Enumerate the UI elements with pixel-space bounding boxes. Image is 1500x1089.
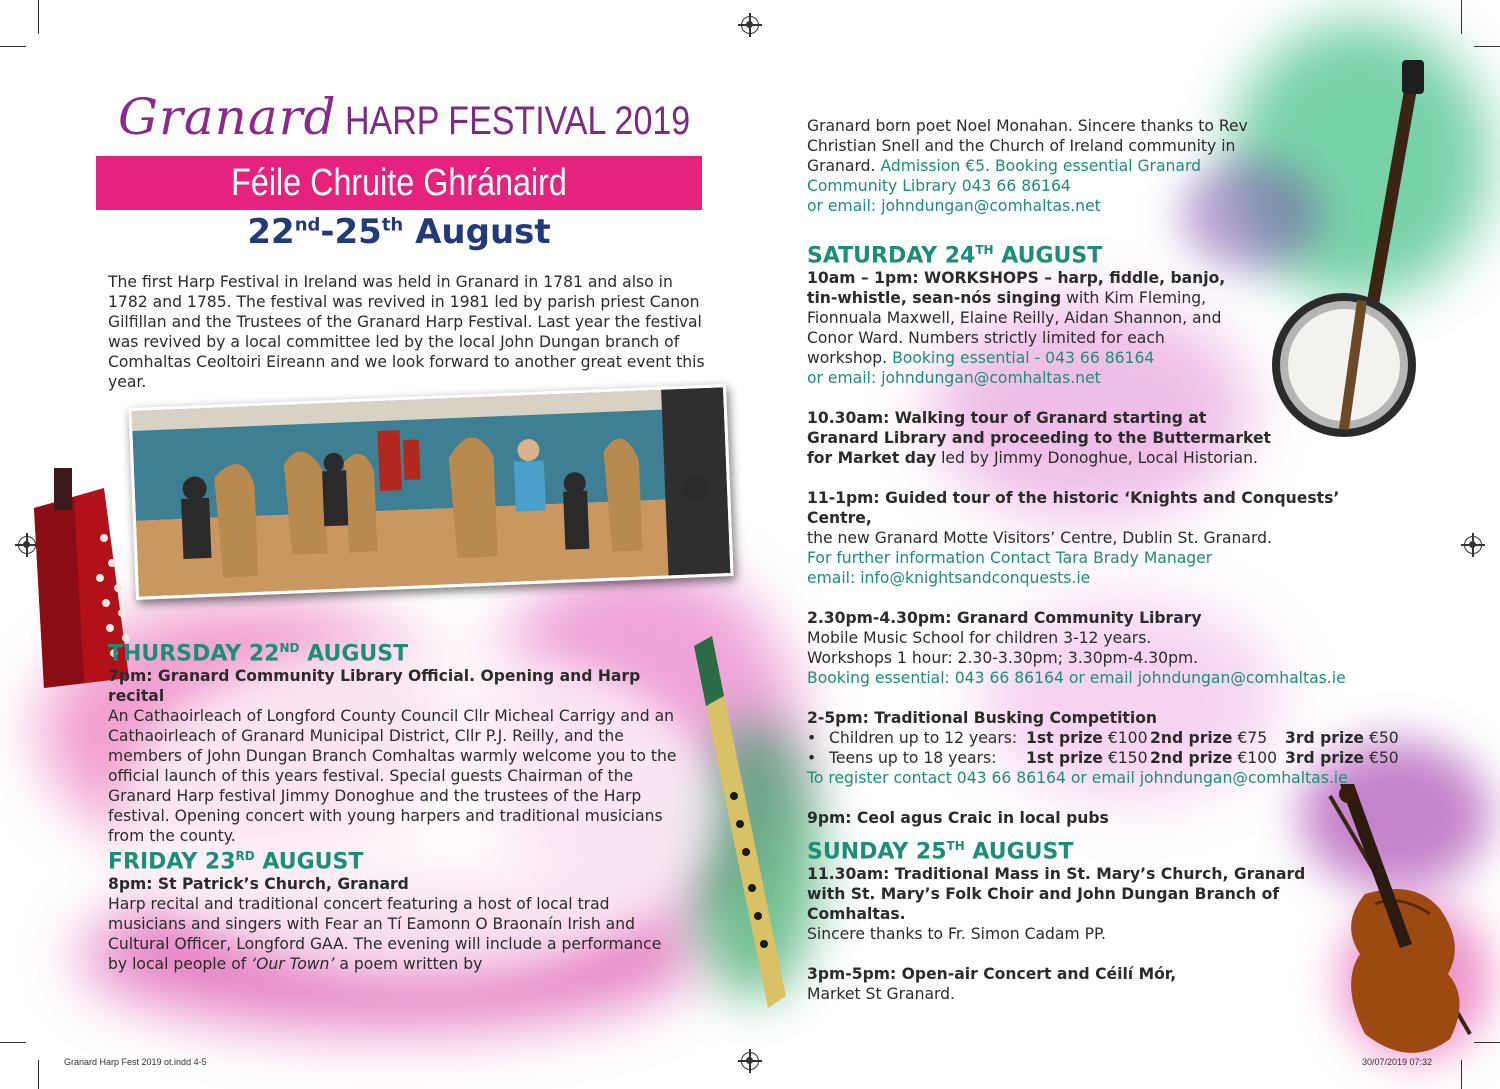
friday-body: Harp recital and traditional concert featuring a host of local trad musicians and singers with Fear an Tí Eamonn O Braonaín Irish and Cultural Officer, Longford GAA. The evening will include a performance by local people of ‘Our Town’ a poem written by bbox=[108, 895, 662, 974]
friday-section bbox=[108, 844, 668, 974]
thursday-heading: THURSDAY 22ND AUGUST bbox=[108, 641, 409, 667]
tin-whistle-illustration bbox=[690, 636, 800, 1016]
busking-row-teens: • Teens up to 18 years: 1st prize €150 2nd prize €100 3rd prize €50 bbox=[807, 749, 1399, 768]
friday-event: 8pm: St Patrick’s Church, Granard bbox=[108, 875, 409, 894]
friday-heading: FRIDAY 23RD AUGUST bbox=[108, 849, 364, 875]
sunday-section bbox=[807, 834, 1327, 1004]
saturday-workshops-email: or email: johndungan@comhaltas.net bbox=[807, 369, 1101, 388]
thursday-section bbox=[108, 636, 698, 846]
guided-tour: 11-1pm: Guided tour of the historic ‘Knights and Conquests’ Centre, the new Granard Motte Visitors’ Centre, Dublin St. Granard. For further information Contact Tara Brady Manager email: info@knightsandconquests.ie bbox=[807, 489, 1340, 588]
sunday-mass: 11.30am: Traditional Mass in St. Mary’s Church, Granard with St. Mary’s Folk Choir and John Dungan Branch of Comhaltas. bbox=[807, 865, 1306, 924]
harp-festival-title: HARP FESTIVAL 2019 bbox=[344, 99, 690, 143]
busking-row-children: • Children up to 12 years: 1st prize €100 2nd prize €75 3rd prize €50 bbox=[807, 729, 1399, 748]
community-library: 2.30pm-4.30pm: Granard Community Library Mobile Music School for children 3-12 years. Workshops 1 hour: 2.30-3.30pm; 3.30pm-4.30pm. Booking essential: 043 66 86164 or email johndungan@comhaltas.ie bbox=[807, 609, 1346, 688]
busking-competition: 2-5pm: Traditional Busking Competition • Children up to 12 years: 1st prize €100 2nd prize €75 3rd prize €50 • Teens up to 18 years: 1st prize €150 2nd prize €100 3rd prize €50 To register contact 043 66 86164 or email johndungan@comhaltas.ie bbox=[807, 708, 1407, 788]
thursday-body: An Cathaoirleach of Longford County Council Cllr Micheal Carrigy and an Cathaoirleach of Granard Municipal District, Cllr P.J. Reilly, and the members of John Dungan Branch Comhaltas warmly welcome you to the official launch of this years festival. Special guests Chairman of the Granard Harp festival Jimmy Donoghue and the trustees of the Harp festival. Opening concert with young harpers and traditional musicians from the county. bbox=[108, 707, 677, 846]
saturday-workshops: 10am – 1pm: WORKSHOPS – harp, fiddle, banjo, tin-whistle, sean-nós singing with Kim Fleming, Fionnuala Maxwell, Elaine Reilly, Aidan Shannon, and Conor Ward. Numbers strictly limited for each workshop. Booking essential - 043 66 86164 bbox=[807, 269, 1226, 368]
thursday-event: 7pm: Granard Community Library Official. Opening and Harp recital bbox=[108, 667, 641, 706]
granard-script-title: Granard bbox=[118, 88, 337, 146]
festival-dates: 22nd-25th August bbox=[247, 212, 551, 252]
footer-filename: Granard Harp Fest 2019 ot.indd 4-5 bbox=[64, 1057, 207, 1067]
sunday-heading: SUNDAY 25TH AUGUST bbox=[807, 839, 1074, 865]
harp-workshop-photo bbox=[128, 384, 733, 600]
friday-email: or email: johndungan@comhaltas.net bbox=[807, 197, 1101, 215]
sunday-mass-thanks: Sincere thanks to Fr. Simon Cadam PP. bbox=[807, 925, 1106, 944]
friday-continued: Granard born poet Noel Monahan. Sincere thanks to Rev Christian Snell and the Church of Ireland community in Granard. Admission €5. Booking essential Granard Community Library 043 66 86164 or email: johndungan@comhaltas.net bbox=[807, 116, 1277, 216]
saturday-heading: SATURDAY 24TH AUGUST bbox=[807, 243, 1103, 269]
irish-title: Féile Chruite Ghránaird bbox=[231, 162, 567, 204]
footer-timestamp: 30/07/2019 07:32 bbox=[1362, 1057, 1433, 1067]
sunday-concert: 3pm-5pm: Open-air Concert and Céilí Mór, bbox=[807, 965, 1177, 984]
sunday-concert-venue: Market St Granard. bbox=[807, 985, 956, 1004]
festival-title bbox=[118, 88, 751, 146]
pubs-event: 9pm: Ceol agus Craic in local pubs bbox=[807, 809, 1109, 828]
saturday-section bbox=[807, 238, 1407, 828]
intro-paragraph: The first Harp Festival in Ireland was held in Granard in 1781 and also in 1782 and 1785. The festival was revived in 1981 led by parish priest Canon Gilfillan and the Trustees of the Granard Harp Festival. Last year the festival was revived by a local committee led by the local John Dungan branch of Comhaltas Ceoltoiri Eireann and we look forward to another great event this year. bbox=[108, 273, 705, 391]
walking-tour: 10.30am: Walking tour of Granard starting at Granard Library and proceeding to the Buttermarket for Market day led by Jimmy Donoghue, Local Historian. bbox=[807, 409, 1271, 468]
